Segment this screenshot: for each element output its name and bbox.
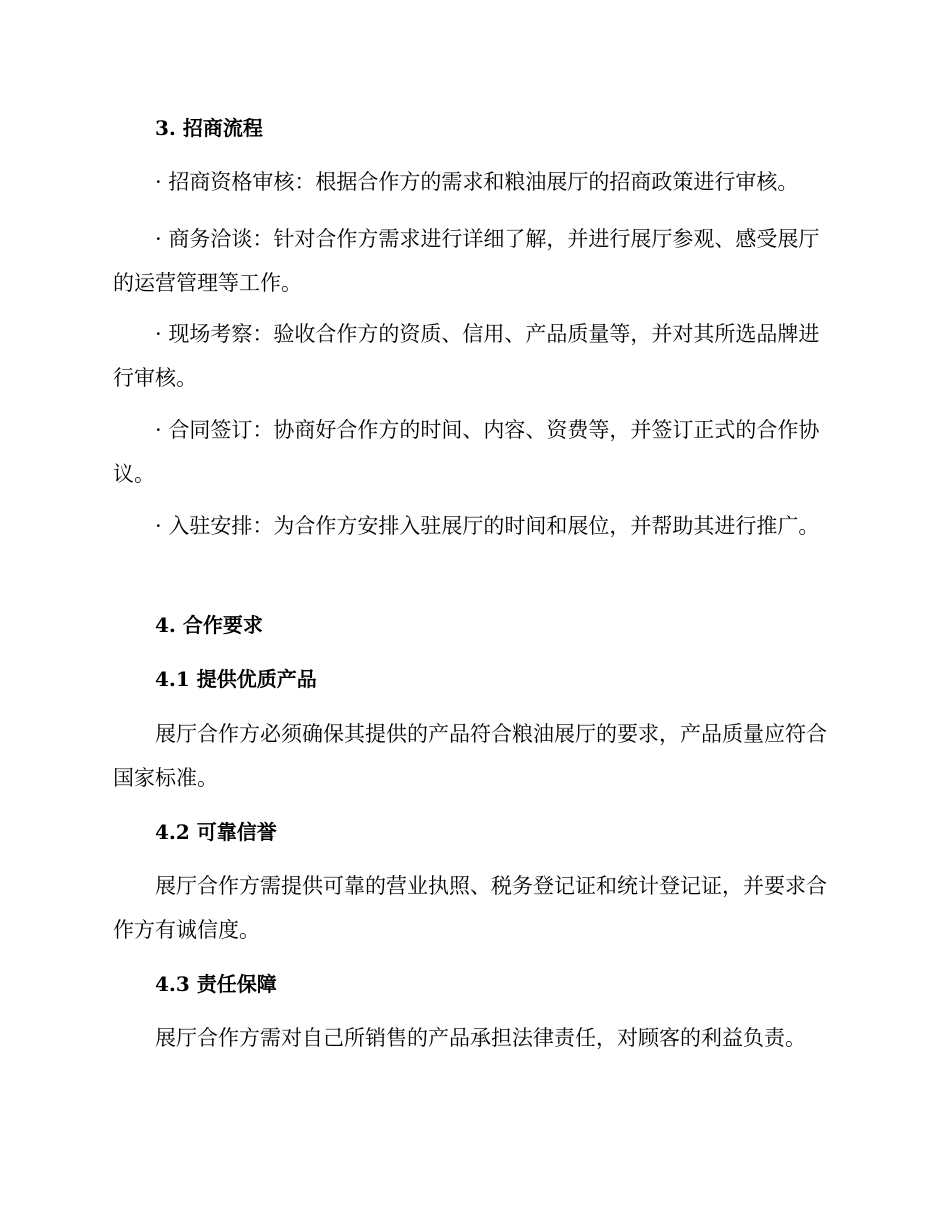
section-4-2-text: 展厅合作方需提供可靠的营业执照、税务登记证和统计登记证，并要求合作方有诚信度。	[113, 874, 827, 942]
section-4-3-text: 展厅合作方需对自己所销售的产品承担法律责任，对顾客的利益负责。	[155, 1026, 806, 1050]
section-3-heading: 3. 招商流程	[155, 116, 263, 140]
process-item-site-inspection: · 现场考察：验收合作方的资质、信用、产品质量等，并对其所选品牌进行审核。	[113, 322, 820, 390]
section-4-1-text: 展厅合作方必须确保其提供的产品符合粮油展厅的要求，产品质量应符合国家标准。	[113, 722, 827, 790]
section-4-3-heading: 4.3 责任保障	[155, 972, 277, 996]
section-4-heading: 4. 合作要求	[155, 613, 263, 637]
process-item-qualification-review: · 招商资格审核：根据合作方的需求和粮油展厅的招商政策进行审核。	[155, 170, 799, 194]
section-4-1-heading: 4.1 提供优质产品	[155, 667, 317, 691]
process-item-contract-signing: · 合同签订：协商好合作方的时间、内容、资费等，并签订正式的合作协议。	[113, 418, 820, 486]
process-item-business-negotiation: · 商务洽谈：针对合作方需求进行详细了解，并进行展厅参观、感受展厅的运营管理等工作。	[113, 227, 820, 295]
section-4-2-heading: 4.2 可靠信誉	[155, 820, 277, 844]
process-item-settlement: · 入驻安排：为合作方安排入驻展厅的时间和展位，并帮助其进行推广。	[155, 514, 820, 538]
